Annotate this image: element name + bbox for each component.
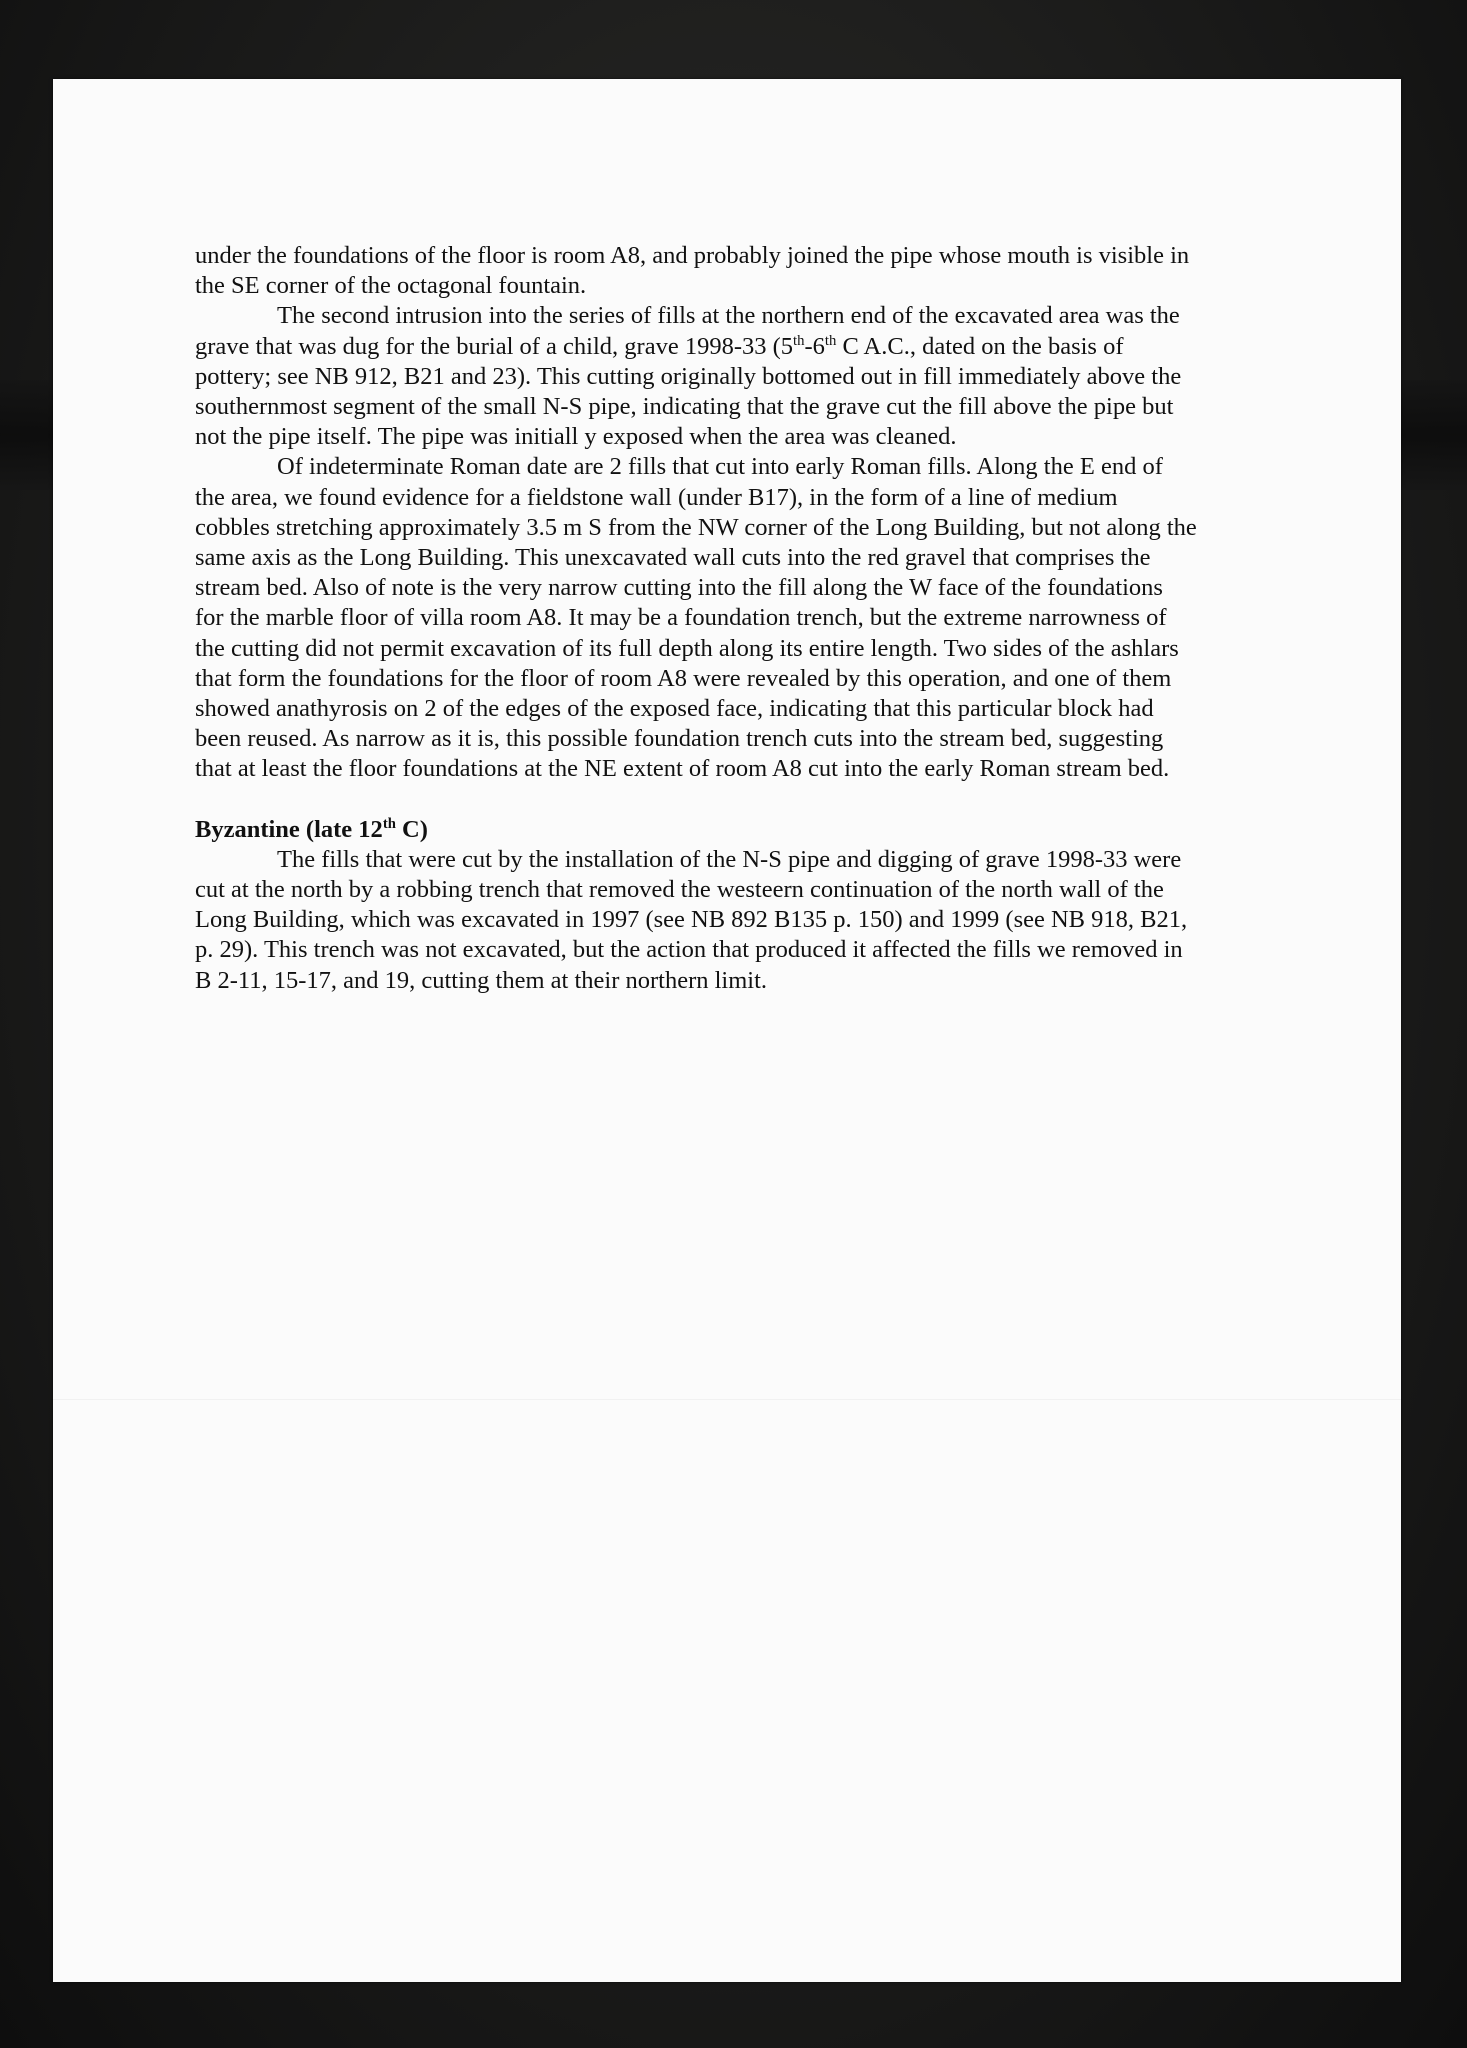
intro-paragraph: under the foundations of the floor is room A8, and probably joined the pipe whose mouth is visible in the SE corner of the octagonal fountain.	[195, 242, 1190, 300]
superscript: th	[382, 815, 396, 832]
superscript: th	[824, 332, 837, 349]
heading-text: C)	[395, 815, 428, 843]
heading-text: Byzantine (late 12	[195, 815, 383, 843]
paragraph-robbing-trench: The fills that were cut by the installation of the N-S pipe and digging of grave 1998-33 were cut at the north by a robbing trench that removed the westeern continuation of the north wall of the Long Building, which was excavated in 1997 (see NB 892 B135 p. 150) and 1999 (see NB 918, B21, p. 29). This trench was not excavated, but the action that produced it affected the fills we removed in B 2-11, 15-17, and 19, cutting them at their northern limit.	[195, 845, 1188, 994]
paragraph-text: The second intrusion into the series of fills at the northern end of the excavated area was the grave that was dug for the burial of a child, grave 1998-33 (5	[195, 302, 1180, 360]
superscript: th	[793, 332, 805, 349]
document-body	[195, 241, 1197, 996]
section-heading-byzantine	[195, 815, 1197, 845]
paragraph-grave-intrusion	[195, 301, 1197, 452]
paragraph-text: C A.C., dated on the basis of pottery; see NB 912, B21 and 23). This cutting originally bottomed out in fill immediately above the southernmost segment of the small N-S pipe, indicating that the grave cut the fill above the pipe but not the pipe itself. The pipe was initiall y exposed when the area was cleaned.	[195, 332, 1182, 451]
paragraph-roman-fills: Of indeterminate Roman date are 2 fills that cut into early Roman fills. Along the E end of the area, we found evidence for a fieldstone wall (under B17), in the form of a line of medium cobbles stretching approximately 3.5 m S from the NW corner of the Long Building, but not along the same axis as the Long Building. This unexcavated wall cuts into the red gravel that comprises the stream bed. Also of note is the very narrow cutting into the fill along the W face of the foundations for the marble floor of villa room A8. It may be a foundation trench, but the extreme narrowness of the cutting did not permit excavation of its full depth along its entire length. Two sides of the ashlars that form the foundations for the floor of room A8 were revealed by this operation, and one of them showed anathyrosis on 2 of the edges of the exposed face, indicating that this particular block had been reused. As narrow as it is, this possible foundation trench cuts into the stream bed, suggesting that at least the floor foundations at the NE extent of room A8 cut into the early Roman stream bed.	[195, 453, 1197, 783]
paper-crease	[53, 1399, 1401, 1400]
paragraph-text: -6	[804, 332, 825, 360]
